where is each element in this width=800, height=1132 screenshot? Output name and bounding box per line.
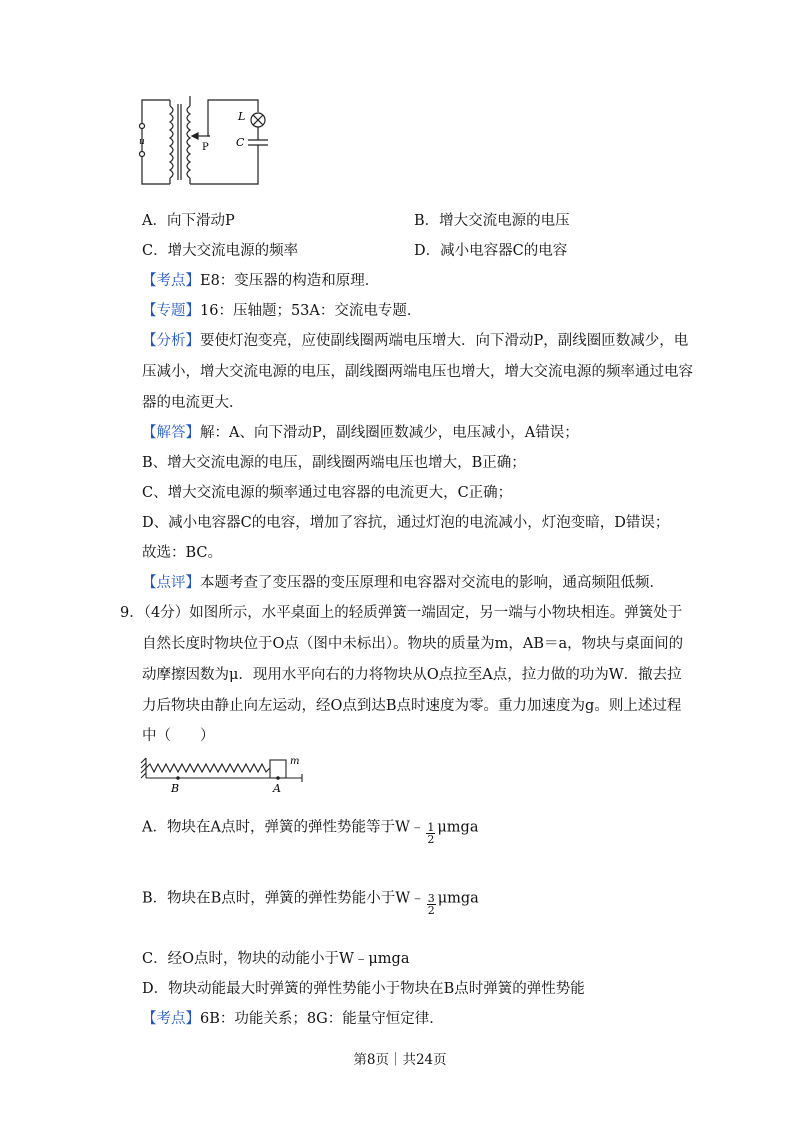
label-u: u [139, 137, 145, 147]
q9-option-b-tail: μmga [437, 890, 479, 907]
q9-stem-3: 动摩擦因数为μ．现用水平向右的力将物块从O点拉至A点，拉力做的功为W．撤去拉 [142, 667, 682, 683]
label-P: P [202, 142, 209, 153]
kaodian-text: E8：变压器的构造和原理． [200, 273, 380, 289]
zhuanti-text: 16：压轴题；53A：交流电专题． [200, 303, 422, 319]
q8-jieda-1 [142, 423, 579, 443]
fraction-one-half [426, 822, 435, 845]
label-L: L [238, 110, 246, 123]
q9-stem-5: 中（ ） [142, 728, 215, 744]
fig-label-B: B [171, 782, 180, 794]
q9-option-b [142, 887, 479, 917]
jieda-tag: 【解答】 [142, 425, 200, 441]
q8-option-b: B．增大交流电源的电压 [414, 213, 570, 229]
transformer-circuit-figure [130, 92, 280, 192]
spring-block-figure [140, 754, 310, 794]
q9-stem-2: 自然长度时物块位于O点（图中未标出）。物块的质量为m，AB＝a，物块与桌面间的 [142, 636, 684, 652]
q8-jieda-5: 故选：BC。 [142, 545, 223, 561]
q8-fenxi-1 [142, 331, 688, 351]
page-footer: 第8页｜共24页 [353, 1052, 447, 1068]
dianping-text: 本题考查了变压器的变压原理和电容器对交流电的影响，通高频阻低频． [200, 575, 664, 591]
q9-stem-4: 力后物块由静止向左运动，经O点到达B点时速度为零。重力加速度为g。则上述过程 [142, 698, 682, 714]
q8-fenxi-3: 器的电流更大． [142, 395, 244, 411]
q9-option-a [142, 816, 479, 846]
fraction-denominator: 2 [427, 904, 435, 917]
q8-option-c: C．增大交流电源的频率 [142, 243, 299, 259]
fraction-denominator: 2 [427, 833, 435, 846]
fig-label-A: A [273, 782, 281, 794]
q8-zhuanti [142, 301, 421, 321]
q8-option-d: D．减小电容器C的电容 [414, 243, 568, 259]
q9-option-a-text: A．物块在A点时，弹簧的弹性势能等于W﹣ [142, 819, 425, 836]
fraction-numerator: 1 [427, 821, 435, 834]
fenxi-text-1: 要使灯泡变亮，应使副线圈两端电压增大．向下滑动P，副线圈匝数减少，电 [200, 333, 689, 349]
q8-jieda-4: D、减小电容器C的电容，增加了容抗，通过灯泡的电流减小，灯泡变暗，D错误； [142, 515, 670, 531]
label-C: C [236, 136, 245, 149]
fenxi-tag: 【分析】 [142, 333, 200, 349]
q9-kaodian-tag: 【考点】 [142, 1011, 200, 1027]
q9-option-d: D．物块动能最大时弹簧的弹性势能小于物块在B点时弹簧的弹性势能 [142, 981, 585, 997]
kaodian-tag: 【考点】 [142, 273, 200, 289]
q8-jieda-2: B、增大交流电源的电压，副线圈两端电压也增大，B正确； [142, 455, 526, 471]
q9-option-b-text: B．物块在B点时，弹簧的弹性势能小于W﹣ [142, 890, 425, 907]
q8-jieda-3: C、增大交流电源的频率通过电容器的电流更大，C正确； [142, 485, 513, 501]
dianping-tag: 【点评】 [142, 575, 200, 591]
q8-kaodian [142, 271, 379, 291]
fraction-numerator: 3 [427, 892, 435, 905]
q9-option-a-tail: μmga [437, 819, 479, 836]
q8-fenxi-2: 压减小，增大交流电源的电压，副线圈两端电压也增大，增大交流电源的频率通过电容 [142, 364, 693, 380]
fig-label-m: m [290, 756, 300, 767]
fraction-three-halves [427, 893, 436, 916]
q9-kaodian-text: 6B：功能关系；8G：能量守恒定律． [200, 1011, 444, 1027]
q9-stem-1: 9．（4分）如图所示，水平桌面上的轻质弹簧一端固定，另一端与小物块相连。弹簧处于 [120, 605, 683, 621]
q9-option-c: C．经O点时，物块的动能小于W﹣μmga [142, 951, 410, 967]
zhuanti-tag: 【专题】 [142, 303, 200, 319]
q9-kaodian [142, 1009, 444, 1029]
q8-option-a: A．向下滑动P [142, 213, 235, 229]
q8-dianping [142, 573, 664, 593]
jieda-text-1: 解：A、向下滑动P，副线圈匝数减少，电压减小，A错误； [200, 425, 579, 441]
